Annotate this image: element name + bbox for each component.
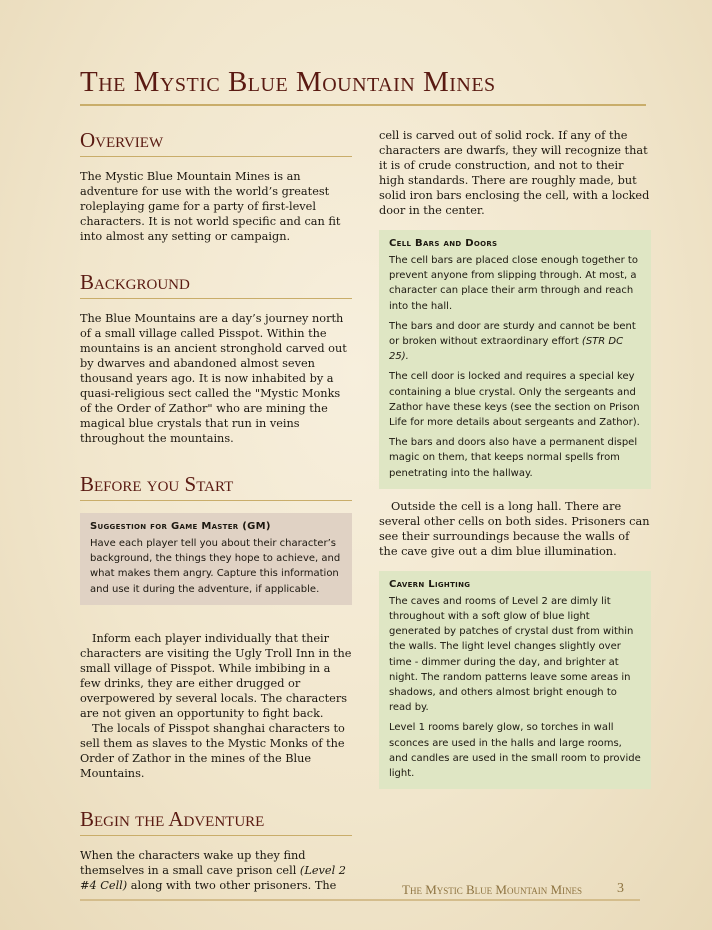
cell-bars-box [379,230,651,489]
gm-box-title: Suggestion for Game Master (GM) [90,521,271,532]
page-title: The Mystic Blue Mountain Mines [80,66,496,98]
background-heading: Background [80,270,190,294]
cell-box-title: Cell Bars and Doors [389,238,498,249]
section-divider [80,298,352,299]
overview-heading: Overview [80,128,164,152]
cell-box-p3: The cell door is locked and requires a special key containing a blue crystal. Only the sergeants and Zathor have these keys (see the section on Prison Life for more details about sergeants and Zathor). [389,371,640,429]
background-text: The Blue Mountains are a day’s journey north of a small village called Pisspot. Within the mountains is an ancient stronghold carved out by dwarves and abandoned almost seven thousand years ago. It is now inhabited by a quasi-religious sect called the "Mystic Monks of the Order of Zathor" who are mining the magical blue crystals that run in veins throughout the mountains. [80,312,347,445]
before-start-para-1: Inform each player individually that their characters are visiting the Ugly Troll Inn in the small village of Pisspot. While imbibing in a few drinks, they are either drugged or overpowered by several locals. The characters are not given an opportunity to fight back. [80,631,352,720]
begin-adventure-heading: Begin the Adventure [80,806,265,831]
cell-continuation-text: cell is carved out of solid rock. If any of the characters are dwarfs, they will recognize that it is of crude construction, and not to their high standards. There are roughly made, but solid iron bars enclosing the cell, with a locked door in the center. [379,129,650,217]
section-divider [80,156,352,157]
begin-adventure-text: When the characters wake up they find themselves in a small cave prison cell (Level 2 #4 Cell) along with two other prisoners. The [80,848,346,892]
gm-box-text: Have each player tell you about their character’s background, the things they hope to achieve, and what makes them angry. Capture this information and use it during the adventure, if applicable. [90,538,341,595]
before-start-heading: Before you Start [80,472,234,496]
section-divider [80,835,352,836]
cavern-box-p1: The caves and rooms of Level 2 are dimly lit throughout with a soft glow of blue light generated by patches of crystal dust from within the walls. The light level changes slightly over time - dimmer during the day, and brighter at night. The random patterns leave some areas in shadows, and others almost bright enough to read by. [389,595,634,714]
cell-box-p1: The cell bars are placed close enough together to prevent anyone from slipping through. At most, a character can place their arm through and reach into the hall. [389,255,638,312]
before-start-para-2: The locals of Pisspot shanghai characters to sell them as slaves to the Mystic Monks of the Order of Zathor in the mines of the Blue Mountains. [80,721,345,780]
right-column [379,128,651,789]
cavern-box-title: Cavern Lighting [389,578,471,590]
cell-box-p2: The bars and door are sturdy and cannot be bent or broken without extraordinary effort (STR DC 25). [389,320,636,363]
overview-text: The Mystic Blue Mountain Mines is an adventure for use with the world’s greatest roleplaying game for a party of first-level characters. It is not world specific and can fit into almost any setting or campaign. [80,170,341,243]
title-divider [80,104,646,106]
footer-title: The Mystic Blue Mountain Mines [402,882,583,897]
cavern-lighting-box [379,571,651,789]
hall-text: Outside the cell is a long hall. There are several other cells on both sides. Prisoners can see their surroundings because the walls of the cave give out a dim blue illumination. [379,499,650,558]
cavern-box-p2: Level 1 rooms barely glow, so torches in wall sconces are used in the halls and large rooms, and candles are used in the small room to provide light. [389,722,641,780]
gm-suggestion-box [80,513,352,605]
footer-divider [80,899,640,901]
section-divider [80,500,352,501]
page-number: 3 [617,881,624,896]
left-column [80,126,352,893]
cell-box-p4: The bars and doors also have a permanent dispel magic on them, that keeps normal spells from penetrating into the hallway. [389,437,638,479]
